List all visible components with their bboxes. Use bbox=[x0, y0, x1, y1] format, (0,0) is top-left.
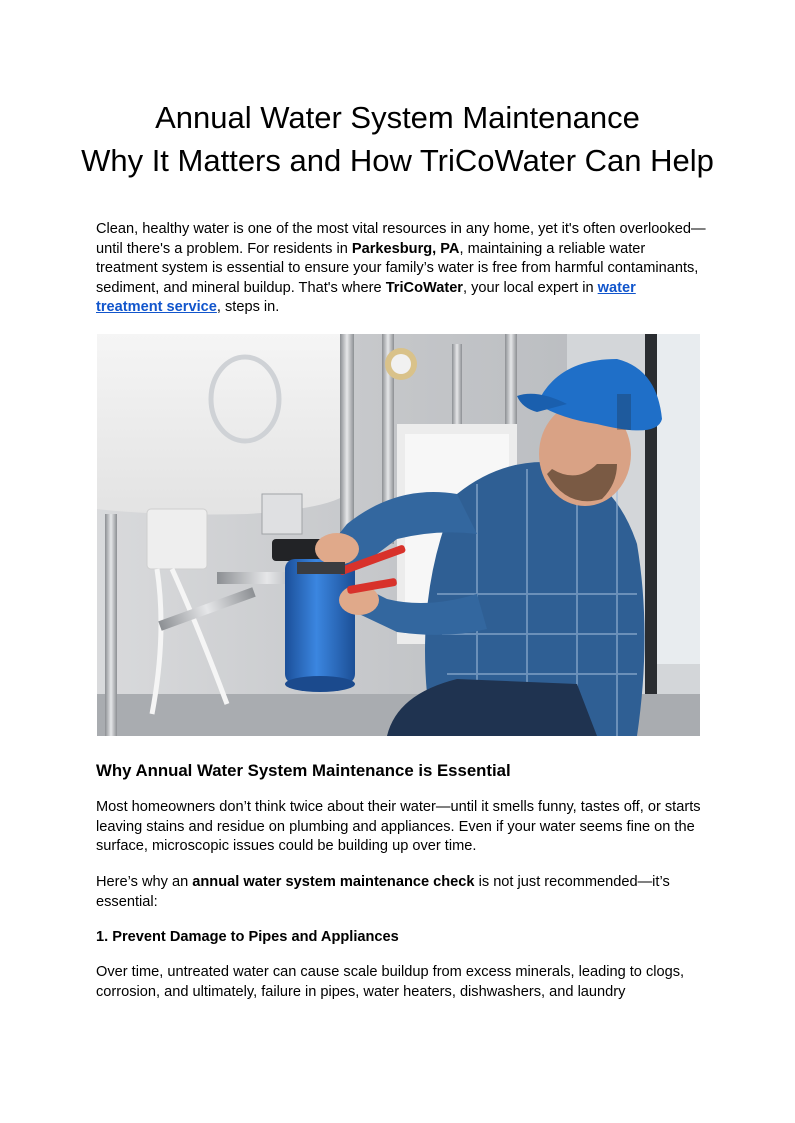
water-treatment-service-link[interactable]: water treatment service bbox=[96, 279, 636, 315]
plumber-installing-water-filter-photo bbox=[97, 334, 700, 736]
section-paragraph-2-text-2: is not just recommended—it’s essential: bbox=[96, 874, 670, 910]
intro-text-2: , maintaining a reliable water treatment system is essential to ensure your family’s water is free from harmful contaminants, sediment, and mineral buildup. That's where bbox=[96, 240, 699, 296]
intro-text-1: Clean, healthy water is one of the most vital resources in any home, yet it's often overlooked—until there's a problem. For residents in bbox=[96, 221, 706, 257]
section-paragraph-2 bbox=[96, 873, 706, 912]
section-paragraph-2-text-1: Here’s why an bbox=[96, 874, 193, 890]
subsection-heading: 1. Prevent Damage to Pipes and Appliances bbox=[96, 929, 399, 945]
intro-paragraph bbox=[96, 220, 706, 318]
title-line-1: Annual Water System Maintenance bbox=[155, 100, 640, 135]
title-line-2: Why It Matters and How TriCoWater Can Help bbox=[81, 143, 714, 178]
section-heading: Why Annual Water System Maintenance is Essential bbox=[96, 761, 511, 780]
intro-text-3: , your local expert in bbox=[463, 279, 598, 296]
intro-text-4: , steps in. bbox=[216, 299, 280, 315]
page-title bbox=[0, 96, 795, 182]
section-paragraph-2-bold: annual water system maintenance check bbox=[192, 874, 475, 890]
section-paragraph-1: Most homeowners don’t think twice about their water—until it smells funny, tastes off, or starts leaving stains and residue on plumbing and appliances. Even if your water seems fine on the surface, microscopic issues could be building up over time. bbox=[96, 799, 701, 854]
intro-location: Parkesburg, PA bbox=[351, 240, 460, 257]
subsection-paragraph: Over time, untreated water can cause scale buildup from excess minerals, leading to clogs, corrosion, and ultimately, failure in pipes, water heaters, dishwashers, and laundry bbox=[96, 964, 685, 1000]
intro-brand: TriCoWater bbox=[385, 279, 463, 296]
